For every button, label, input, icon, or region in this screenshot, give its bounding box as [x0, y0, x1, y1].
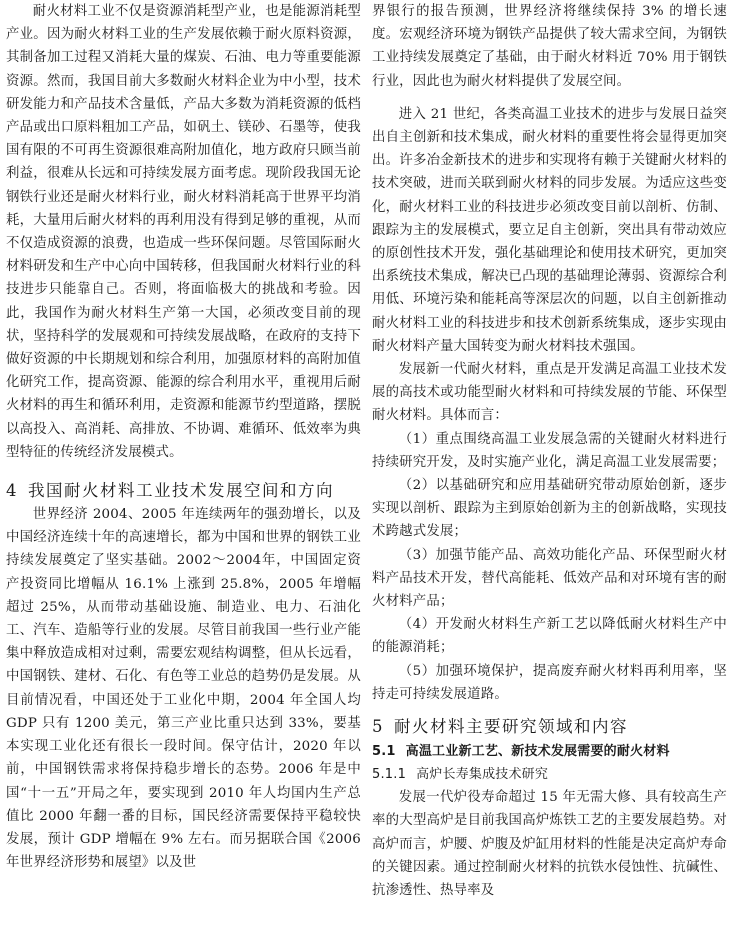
list-item-2: （2）以基础研究和应用基础研究带动原始创新，逐步实现以剖析、跟踪为主到原始创新为主的创新战略，实现技术跨越式发展；: [372, 478, 727, 540]
subsection-5-1-title: 高温工业新工艺、新技术发展需要的耐火材料: [405, 744, 670, 760]
subsection-5-1-1-title: 高炉长寿集成技术研究: [416, 767, 549, 783]
list-item-4: （4）开发耐火材料生产新工艺以降低耐火材料生产中的能源消耗；: [372, 617, 727, 656]
section-4-number: 4: [6, 481, 18, 501]
paragraph-blast-furnace: 发展一代炉役寿命超过 15 年无需大修、具有较高生产率的大型高炉是目前我国高炉炼铁工艺的主要发展趋势。对高炉而言，炉腰、炉腹及炉缸用材料的性能是决定高炉寿命的关键因素。通过控制耐火材料的抗铁水侵蚀性、抗碱性、抗渗透性、热导率及: [372, 790, 727, 898]
paragraph-world-economy: 世界经济 2004、2005 年连续两年的强劲增长，以及中国经济连续十年的高速增长，都为中国和世界的钢铁工业持续发展奠定了坚实基础。2002～2004年，中国固定资产投资同比增幅从 16.1% 上涨到 25.8%，2005 年增幅超过 25%，从而带动基础设施、制造业、电力、石油化工、汽车、造船等行业的发展。尽管目前我国一些行业产能集中释放造成相对过剩，需要宏观结构调整，但从长远看，中国钢铁、建材、石化、有色等工业总的趋势仍是发展。从目前情况看，中国还处于工业化中期，2004 年全国人均 GDP 只有 1200 美元，第三产业比重只达到 33%，要基本实现工业化还有很长一段时间。保守估计，2020 年以前，中国钢铁需求将保持稳步增长的态势。2006 年是中国“十一五”开局之年，要实现到 2010 年人均国内生产总值比 2000 年翻一番的目标，国民经济需要保持平稳较快发展，预计 GDP 增幅在 9% 左右。而另据联合国《2006 年世界经济形势和展望》以及世: [6, 507, 361, 871]
left-column: [6, 0, 361, 874]
subsection-5-1-1-heading: [372, 763, 727, 786]
paragraph-21st-century: 进入 21 世纪，各类高温工业技术的进步与发展日益突出自主创新和技术集成，耐火材料的重要性将会显得更加突出。许多冶金新技术的进步和实现将有赖于关键耐火材料的技术突破，进而关联到耐火材料的同步发展。为适应这些变化，耐火材料工业的科技进步必须改变目前以剖析、仿制、跟踪为主的发展模式，要立足自主创新，突出具有带动效应的原创性技术开发，强化基础理论和使用技术研究，更加突出系统技术集成，解决已凸现的基础理论薄弱、资源综合利用低、环境污染和能耗高等深层次的问题，以自主创新推动耐火材料工业的科技进步和技术创新系统集成，逐步实现由耐火材料产量大国转变为耐火材料技术强国。: [372, 106, 727, 354]
list-item-5: （5）加强环境保护，提高废弃耐火材料再利用率，坚持走可持续发展道路。: [372, 663, 727, 702]
paragraph-resource-consumption: 耐火材料工业不仅是资源消耗型产业，也是能源消耗型产业。因为耐火材料工业的生产发展依赖于耐火原料资源，其制备加工过程又消耗大量的煤炭、石油、电力等重要能源资源。然而，我国目前大多数耐火材料企业为中小型，技术研发能力和产品技术含量低，产品大多数为消耗资源的低档产品或出口原料粗加工产品，如矾土、镁砂、石墨等，使我国有限的不可再生资源很难高附加值化，地方政府只顾当前利益，很难从长远和可持续发展方面考虑。现阶段我国无论钢铁行业还是耐火材料行业，耐火材料消耗高于世界平均消耗，大量用后耐火材料的再利用没有得到足够的重视，从而不仅造成资源的浪费，也造成一些环保问题。尽管国际耐火材料研发和生产中心向中国转移，但我国耐火材料行业的科技进步只能靠自己。否则，将面临极大的挑战和考验。因此，我国作为耐火材料生产第一大国，必须改变目前的现状，坚持科学的发展观和可持续发展战略，在政府的支持下做好资源的中长期规划和综合利用，加强原材料的高附加值化研究工作，提高资源、能源的综合利用水平，重视用后耐火材料的再生和循环利用，走资源和能源节约型道路，摆脱以高投入、高消耗、高排放、不协调、难循环、低效率为典型特征的传统经济发展模式。: [6, 4, 361, 460]
section-4-heading: [6, 478, 361, 503]
paragraph-world-bank: 界银行的报告预测，世界经济将继续保持 3% 的增长速度。宏观经济环境为钢铁产品提供了较大需求空间，为钢铁工业持续发展奠定了基础，由于耐火材料近 70% 用于钢铁行业，因此也为耐火材料提供了发展空间。: [372, 4, 727, 89]
section-5-heading: [372, 714, 727, 740]
list-item-1: （1）重点围绕高温工业发展急需的关键耐火材料进行持续研究开发，及时实施产业化，满足高温工业发展需要；: [372, 431, 727, 470]
subsection-5-1-1-number: 5.1.1: [372, 767, 407, 783]
section-5-title: 耐火材料主要研究领域和内容: [394, 717, 628, 737]
paragraph-new-generation: 发展新一代耐火材料，重点是开发满足高温工业技术发展的高技术或功能型耐火材料和可持续发展的节能、环保型耐火材料。具体而言：: [372, 362, 727, 424]
section-5-number: 5: [372, 717, 384, 737]
right-column: [372, 0, 727, 902]
section-4-title: 我国耐火材料工业技术发展空间和方向: [28, 481, 334, 501]
subsection-5-1-number: 5.1: [372, 744, 396, 760]
list-item-3: （3）加强节能产品、高效功能化产品、环保型耐火材料产品技术开发，替代高能耗、低效产品和对环境有害的耐火材料产品；: [372, 547, 727, 610]
subsection-5-1-heading: [372, 740, 727, 763]
